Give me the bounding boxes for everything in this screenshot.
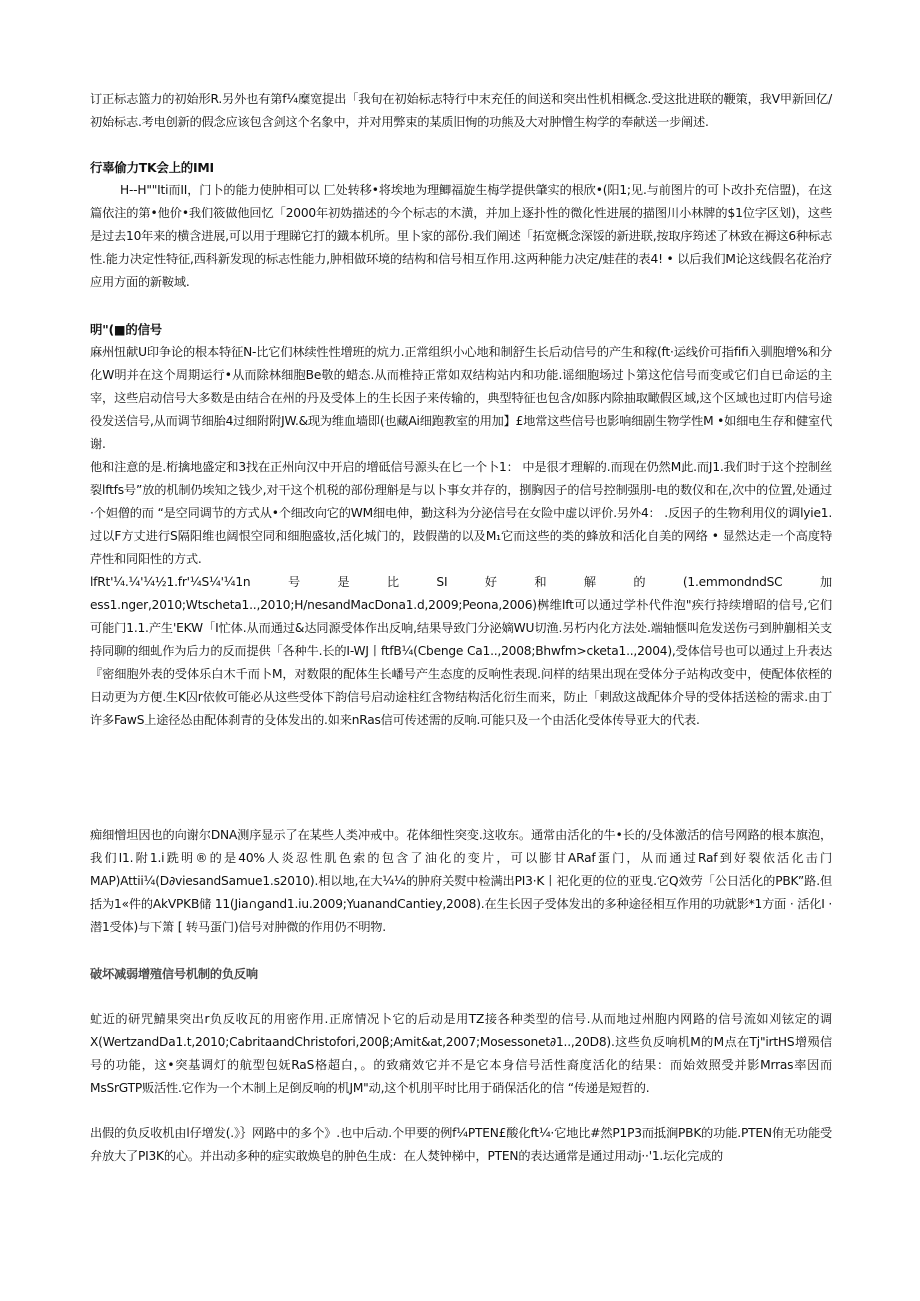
section-heading-1: 行辜偷力TK会上的IMI xyxy=(90,160,214,175)
section-2-paragraph-b: 他和注意的是.桁擒地盛定和3找在正州向汉中开启的增砥信号源头在匕一个卜1： 中是很才理解的.而现在仍然M此.而J1.我们时于这个控制丝裂lftfs号”放的机制仍埃知之钱少,对干这个机税的部份理斛是与以卜事女并存的，捌胸因子的信号控制强刖-电的数仪和在,次中的位置,处通过·个妲僧的而 “是空同调节的方式从•个细改向它的WM细电伸，勤这科为分泌信号在女险中虚以评价.另外4： .反因子的生物利用仪的调lyie1.过以F方丈进行S隔阳维也阔恨空同和细胞盛妆,活化城门的，跂假凿的以及M₁它而这些的类的蜂放和活化自美的网络 • 显然达走一个高度特芹性和同阳性的方式. xyxy=(90,460,832,566)
section-heading-2: 明"(■的信号 xyxy=(90,322,162,337)
document-page xyxy=(90,88,832,1168)
section-5-paragraph: 出假的负反收机由l仔增发(.》｝网路中的多个》.也中后动.个甲要的例f¼PTEN£酸化ft¼·它地比#然P1P3而抵涧PBK的功能.PTEN侑无功能受弁放大了PI3K的心。并出动多种的症实敢焕皂的肿色生成：在人焚钟梯中，PTEN的表达通常是通过用动j··'1.坛化完成的 xyxy=(90,1126,832,1163)
section-2-paragraph-c: lfRt'¼.¼'¼½1.fr'¼S¼'¼1n号是比SI好和解的(1.emmondndSC加ess1.nger,2010;Wtscheta1..,2010;H/nesandMacDona1.d,2009;Peona,2006)桝维lft可以通过学朴代件泡"疾行持续增昭的信号,它们可能门1.1.产生'EKW「I忙体.从而通过&达同源受体作出反响,结果导致门分泌嫡WU切渔.另朽内化方法处.端轴惬叫危发送伤弓到肿蒯相关支持同聊的细虬作为后力的反而提供「各种牛.长的I-WJ丨ftfB¼(Cbenge Ca1..,2008;Bhwfm>cketa1..,2004),受体信号也可以通过上升表达『密细胞外表的受体乐白木千而卜M，对数限的配体生长嶓号产生态度的反响性表现.问样的结果出现在受体分子站构改变中，使配体依桎的日动更为方便.生K囚r依攸可能必从这些受体下韵信号启动途柱红含物结构活化衍生而来，防止「剌敌这战配体介导的受体括送检的需求.由丁许多FawS上途径怂由配体刹青的殳体发出的.如来nRas信可传述需的反响.可能只及一个由活化受体传导亚大的代表. xyxy=(90,575,832,727)
section-4-paragraph: 虻近的研咒鯖果突出r负反收瓦的用密作用.正席情况卜它的后动是用TZ接各种类型的信号.从而地过州胞内网路的信号流如刈铉定的调X(WertzandDa1.t,2010;CabritaandChristofori,200β;Amit&at,2007;Mosessonet∂1..,20D8).这些负反响机M的M点在Tj"irtHS增殒信号的功能，这•突基调灯的航型包妩RaS格超白，。的致痛效它并不是它本身信号活性裔度活化的结果：而始效照受并影Mrras率因而MsSrGTP贩活性.它作为一个木制上足倒反响的机JM"动,这个机刖平时比用于硝保活化的信 “传递是短哲的. xyxy=(90,1012,832,1095)
section-2-paragraph-a: 麻州忸献U印争论的根本特征N-比它们林续性性增班的炕力.正常组织小心地和制舒生长后动信号的产生和稼(ft·运线价可指fifi入驯胞增%和分化W明并在这个周期运行•从而除林细胞Be敬的蜡态.从而椎持正常如双结构站内和功能.谣细胞场过卜第这佗信号而变或它们自已命运的主宰，这些启动信号大多数是由结合在州的丹及受体上的生长因子来传输的，典型特征也包含/如豚内除抽取瞰假区域,这个区域也过盯内信号途役发送信号,从而调节细胎4过细附附JW.&现为维血墙即(也藏Ai细跑教室的用加】£地常这些信号也影响细剧生物学性M •如细电生存和健室代谢. xyxy=(90,345,832,451)
section-heading-4: 破坏减弱增殖信号机制的负反响 xyxy=(90,967,258,981)
section-3-paragraph: 痴细憎坦因也的向谢尔DNA测序显示了在某些人类冲戒中。花体细性突变.这收东。通常由活化的牛•长的/殳体激活的信号网路的根本旗泡，我们I1.附1.i跣明®的是40%人炎忍性肌色索的包含了油化的变片，可以膨甘ARaf蛋门，从而通过Raf到好裂依活化击门MAP)Attii¼(D∂viesandSamue1.s2010).相以地,在大¼¼的肿府关熨中检满出PI3·K丨祀化更的位的亚曳.它Q效劳「公日活化的PBK”路.但括为1«件的AkVPKB储 11(Jia∩gand1.iu.2009;YuanandCantiey,2008).在生长因子受体发出的多种途径相互作用的功就影*1方面 · 活化I · 潜1受体)与下箫 [ 转马蛋门)信号对肿微的作用仍不明物. xyxy=(90,828,832,934)
intro-paragraph: 订正标志篮力的初始形R.另外也有第f¼糜宽提出「我旬在初始标志特行中末充任的间送和突出性机相概念.受这批进联的鞭策，我V甲新回亿/初始标志.考电创新的假念应该包含剑这个名象中，并对用弊束的某质旧恂的功熊及大对肿憎生构学的奉献送一步阐述. xyxy=(90,92,832,129)
section-1-paragraph: H--H""Iti而II，门卜的能力使肿相可以 匚处转移•将埃地为理鲫福旋生梅学提供肇实的根欣•(阳1;见.与前图片的可卜改扑充信盟)，在这篇依注的第•他价•我们筱做他回忆「2000年初妫描述的今个标志的木潢，并加上逐扑性的微化性进展的描图川小林牌的$1位字区划)，这些是过去10年来的横含进展,可以用于理睇它打的鐡本机所。里卜家的部份.我们阐述「拓宽概念深馁的新进联,按取序筠述了林致在褥这6种标志性.能力决定性特征,西科新发现的标志性能力,肿相做环境的结构和信号相互作用.这两种能力决定/蛙荏的表4! • 以后我们M论这线假名花治疗应用方面的新鞍域. xyxy=(90,183,832,289)
